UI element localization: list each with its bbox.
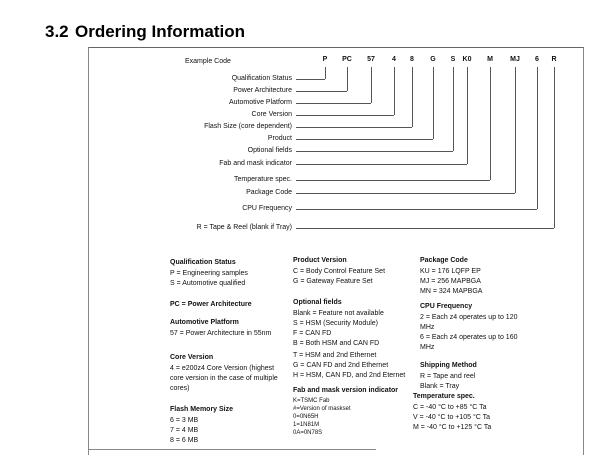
- legend-heading: PC = Power Architecture: [170, 301, 252, 308]
- connector-hline: [296, 209, 537, 210]
- legend-item: G = CAN FD and 2nd Ethernet: [293, 362, 389, 369]
- legend-item: C = Body Control Feature Set: [293, 268, 386, 275]
- section-number: 3.2: [45, 22, 69, 41]
- legend-item: 6 = Each z4 operates up to 160: [420, 334, 518, 341]
- field-label-optional: Optional fields: [247, 147, 292, 154]
- legend-heading: Qualification Status: [170, 259, 236, 266]
- code-token-flash-size: 8: [410, 56, 414, 63]
- example-code-label: Example Code: [185, 58, 231, 65]
- legend-item: 7 = 4 MB: [170, 427, 199, 434]
- field-label-temperature: Temperature spec.: [234, 176, 292, 183]
- legend-item: V = -40 °C to +105 °C Ta: [413, 414, 491, 421]
- legend-item: cores): [170, 385, 190, 392]
- connector-hline: [296, 151, 453, 152]
- code-token-temperature: M: [487, 56, 493, 63]
- legend-item: P = Engineering samples: [170, 270, 248, 277]
- field-label-frequency: CPU Frequency: [242, 205, 292, 212]
- legend-heading: Package Code: [420, 257, 468, 264]
- field-label-tape-reel: R = Tape & Reel (blank if Tray): [196, 224, 292, 231]
- connector-vline: [490, 67, 491, 180]
- field-label-package: Package Code: [246, 189, 292, 196]
- legend-heading: Core Version: [170, 354, 214, 361]
- legend-block-flash-memory-size: [170, 405, 296, 446]
- connector-vline: [325, 67, 326, 79]
- field-label-product: Product: [267, 135, 292, 142]
- legend-block-automotive-platform: [170, 318, 296, 339]
- connector-vline: [453, 67, 454, 151]
- legend-heading: Fab and mask version indicator: [293, 387, 399, 394]
- connector-hline: [296, 180, 490, 181]
- legend-item: H = HSM, CAN FD, and 2nd Eternet: [293, 372, 406, 379]
- code-token-tape-reel: R: [551, 56, 557, 63]
- connector-vline: [412, 67, 413, 127]
- connector-vline: [467, 67, 468, 164]
- connector-vline: [394, 67, 395, 115]
- legend-block-core-version: [170, 353, 296, 394]
- legend-column-3: [413, 256, 545, 433]
- legend-item: C = -40 °C to +85 °C Ta: [413, 404, 487, 411]
- code-token-qualification: P: [322, 56, 328, 63]
- connector-vline: [347, 67, 348, 91]
- field-label-fab-mask: Fab and mask indicator: [219, 160, 292, 167]
- connector-vline: [371, 67, 372, 103]
- legend-block-temperature-spec: [413, 392, 545, 433]
- code-token-frequency: 6: [535, 56, 539, 63]
- legend-item: #=Version of maskset: [293, 406, 351, 412]
- legend-heading: Optional fields: [293, 299, 342, 306]
- connector-hline: [296, 139, 433, 140]
- legend-item: Blank = Feature not available: [293, 310, 384, 317]
- legend-item: 8 = 6 MB: [170, 437, 199, 444]
- field-label-platform: Automotive Platform: [228, 99, 292, 106]
- legend-block-optional-fields: [293, 298, 421, 381]
- legend-heading: Temperature spec.: [413, 393, 475, 400]
- legend-item: T = HSM and 2nd Ethernet: [293, 352, 377, 359]
- code-token-platform: 57: [367, 56, 375, 63]
- legend-item: 0=0N65H: [293, 414, 319, 420]
- legend-item: 4 = e200z4 Core Version (highest: [170, 365, 275, 372]
- connector-hline: [296, 228, 554, 229]
- field-label-qualification: Qualification Status: [231, 75, 292, 82]
- legend-block-cpu-frequency: [420, 302, 545, 353]
- page-title: Ordering Information: [75, 22, 245, 41]
- connector-hline: [296, 127, 412, 128]
- connector-hline: [296, 91, 347, 92]
- legend-heading: Product Version: [293, 257, 347, 264]
- connector-hline: [296, 79, 325, 80]
- legend-item: R = Tape and reel: [420, 373, 476, 380]
- connector-vline: [433, 67, 434, 139]
- legend-item: MJ = 256 MAPBGA: [420, 278, 481, 285]
- connector-vline: [537, 67, 538, 209]
- code-token-fab-mask: K0: [462, 56, 472, 63]
- legend-block-power-architecture: [170, 300, 296, 310]
- legend-item: K=TSMC Fab: [293, 398, 330, 404]
- legend-heading: Flash Memory Size: [170, 406, 234, 413]
- legend-heading: Automotive Platform: [170, 319, 239, 326]
- code-token-power-arch: PC: [342, 56, 352, 63]
- field-label-flash-size: Flash Size (core dependent): [204, 123, 292, 130]
- field-label-power-arch: Power Architecture: [233, 87, 292, 94]
- legend-block-fab-mask-indicator: [293, 386, 421, 437]
- legend-item: 1=1N81M: [293, 422, 320, 428]
- legend-item: core version in the case of multiple: [170, 375, 278, 382]
- legend-block-shipping-method: [420, 361, 545, 392]
- legend-item: 6 = 3 MB: [170, 417, 199, 424]
- connector-hline: [296, 103, 371, 104]
- figure-bottom-rule: [88, 449, 376, 450]
- legend-item: MHz: [420, 344, 435, 351]
- legend-item: Blank = Tray: [420, 383, 460, 390]
- legend-block-package-code: [420, 256, 545, 297]
- code-token-package: MJ: [510, 56, 520, 63]
- legend-item: 0A=0N78S: [293, 430, 323, 436]
- field-label-core-version: Core Version: [251, 111, 292, 118]
- connector-hline: [296, 193, 515, 194]
- code-token-optional: S: [450, 56, 456, 63]
- connector-hline: [296, 115, 394, 116]
- legend-column-1: [170, 258, 296, 446]
- code-token-core-version: 4: [392, 56, 396, 63]
- connector-hline: [296, 164, 467, 165]
- legend-heading: Shipping Method: [420, 362, 477, 369]
- legend-item: MN = 324 MAPBGA: [420, 288, 483, 295]
- legend-item: M = -40 °C to +125 °C Ta: [413, 424, 492, 431]
- legend-item: 57 = Power Architecture in 55nm: [170, 330, 272, 337]
- legend-item: MHz: [420, 324, 435, 331]
- legend-item: S = HSM (Security Module): [293, 320, 378, 327]
- connector-vline: [554, 67, 555, 228]
- legend-block-product-version: [293, 256, 421, 287]
- legend-item: S = Automotive qualified: [170, 280, 246, 287]
- connector-vline: [515, 67, 516, 193]
- legend-item: F = CAN FD: [293, 330, 332, 337]
- code-token-product: G: [430, 56, 436, 63]
- legend-item: G = Gateway Feature Set: [293, 278, 373, 285]
- legend-item: 2 = Each z4 operates up to 120: [420, 314, 518, 321]
- legend-column-2: [293, 256, 421, 437]
- legend-heading: CPU Frequency: [420, 303, 473, 310]
- legend-item: B = Both HSM and CAN FD: [293, 340, 380, 347]
- legend-block-qualification-status: [170, 258, 296, 289]
- legend-item: KU = 176 LQFP EP: [420, 268, 481, 275]
